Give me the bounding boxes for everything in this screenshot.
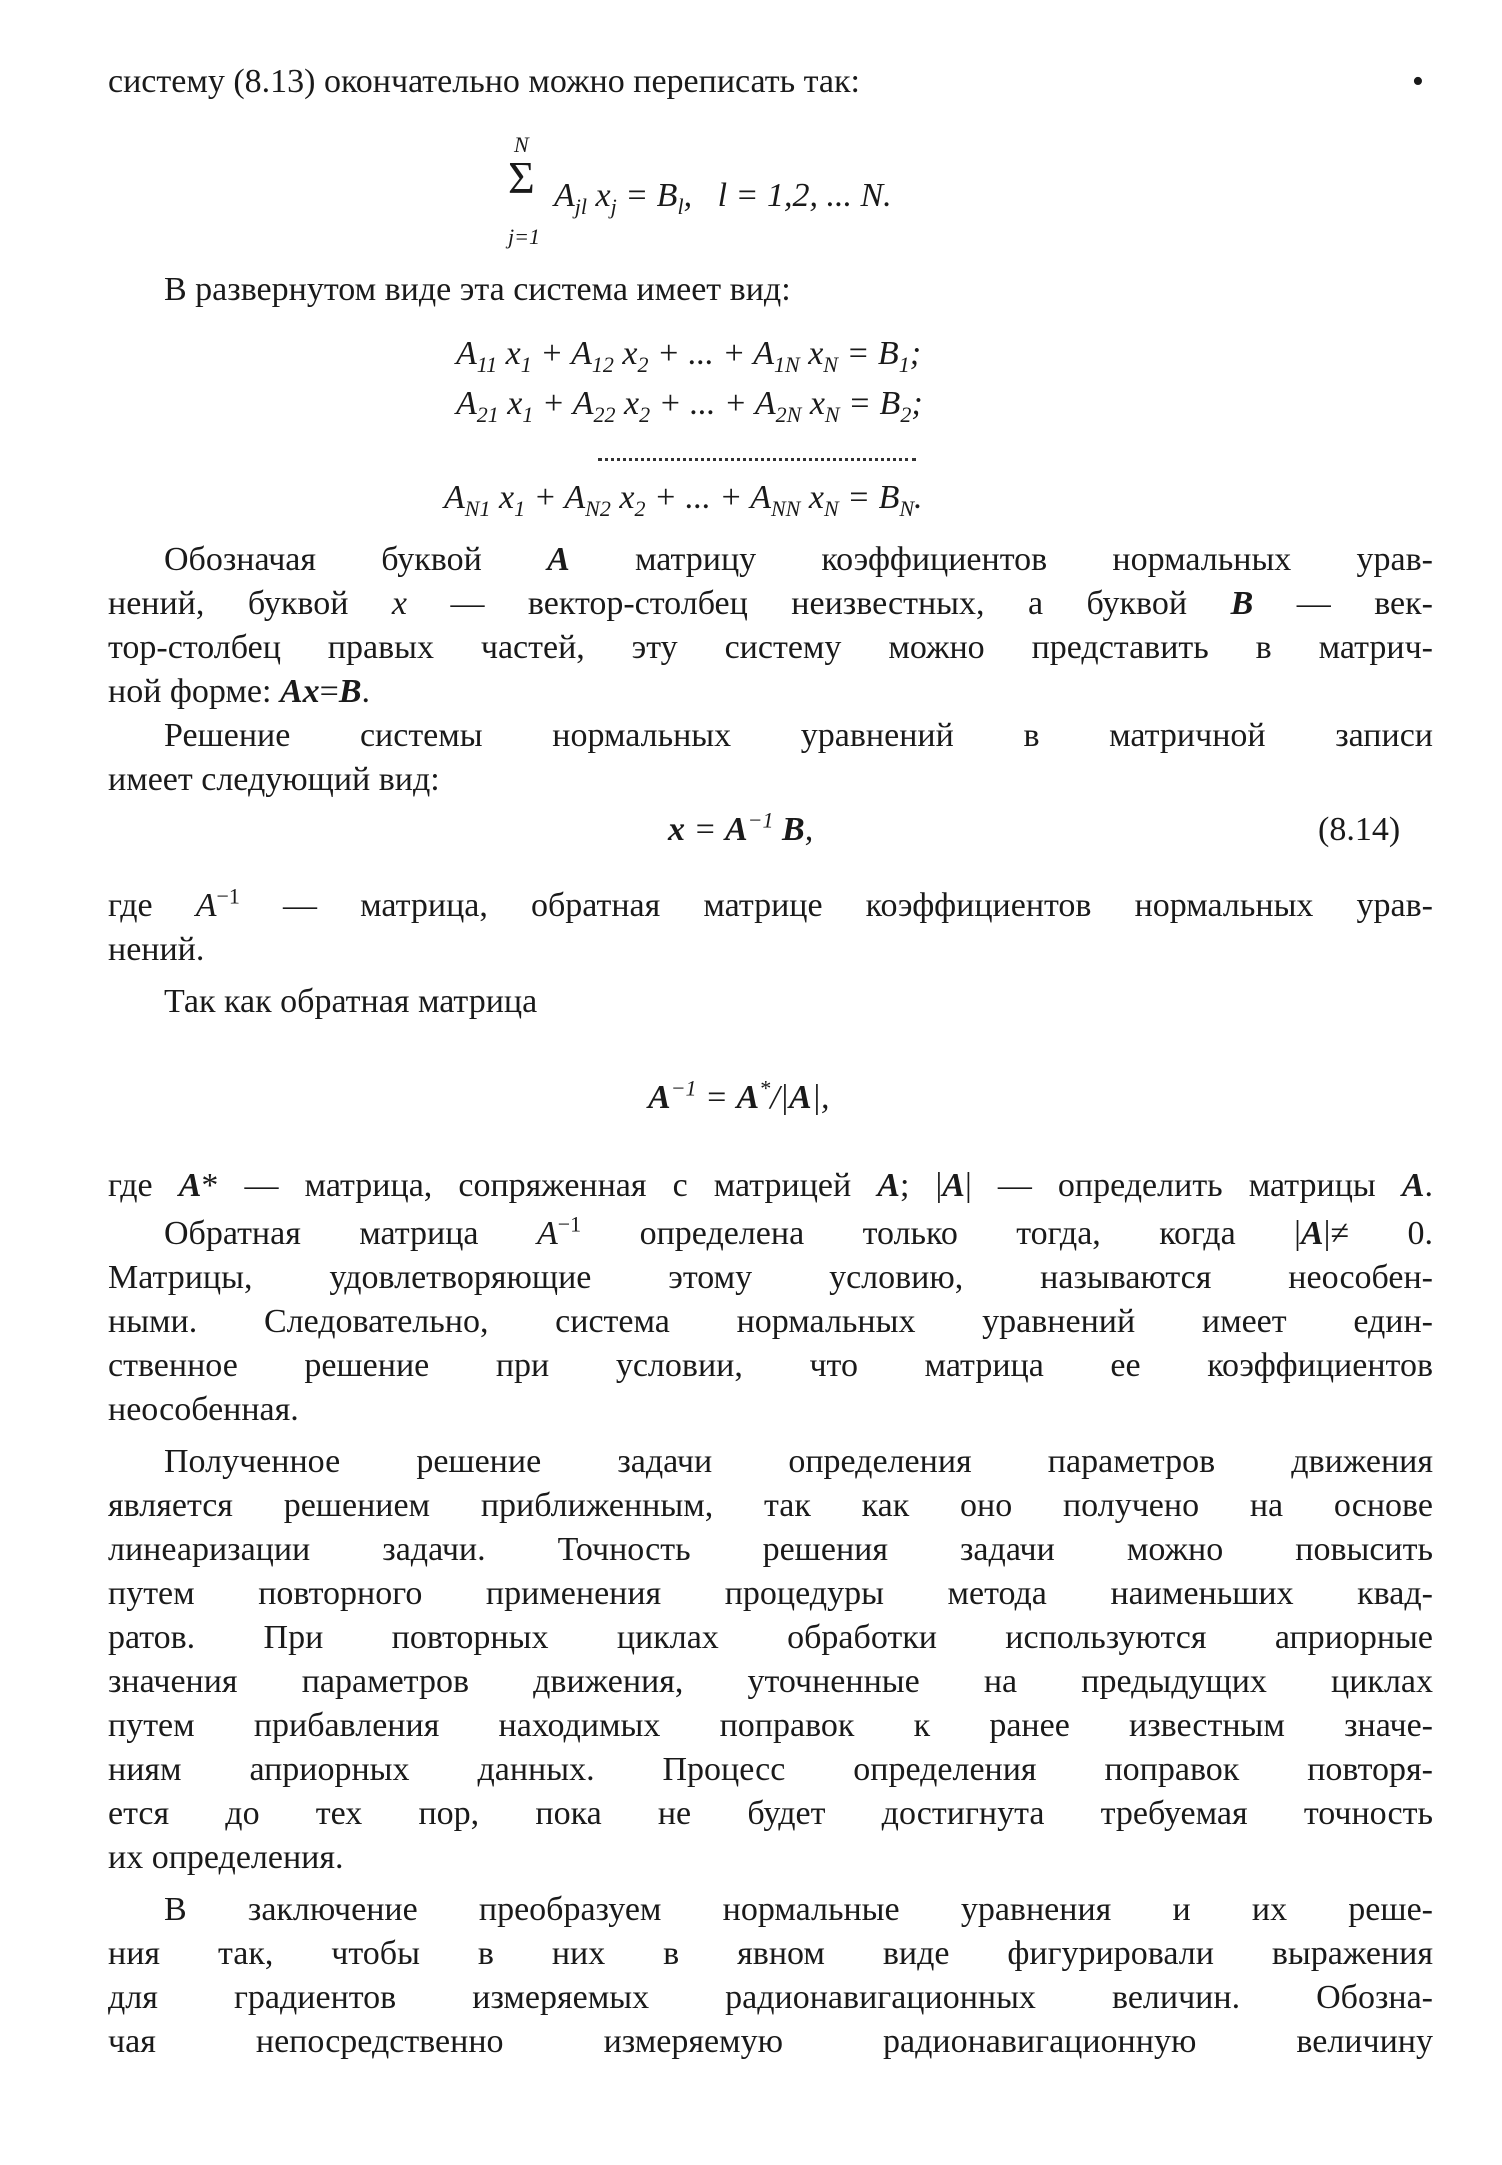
text-line: ратов. При повторных циклах обработки используются априорные: [108, 1619, 1433, 1656]
equation-row-1: $A_{11}$ $x_1 + A_{12}$ $x_2$ + ... + $A_{1N}$ $x_N = B_1$;: [456, 335, 922, 377]
sum-upper-limit: N: [514, 132, 529, 157]
text-line: где $A^{-1}$ — матрица, обратная матрице коэффициентов нормальных урав-: [108, 883, 1433, 924]
text-line: Решение системы нормальных уравнений в матричной записи: [164, 717, 1433, 754]
text-line: В развернутом виде эта система имеет вид:: [164, 271, 791, 308]
text-line: тор-столбец правых частей, эту систему можно представить в матрич-: [108, 629, 1433, 666]
text-line: путем прибавления находимых поправок к ранее известным значе-: [108, 1707, 1433, 1744]
margin-dot: •: [1412, 63, 1424, 100]
equation-row-n: $A_{N1}$ $x_1 + A_{N2}$ $x_2$ + ... + $A_{NN}$ $x_N = B_N$.: [444, 479, 923, 521]
text-line: ной форме: Ax=B.: [108, 673, 371, 710]
equation-row-2: $A_{21}$ $x_1 + A_{22}$ $x_2$ + ... + $A_{2N}$ $x_N = B_2$;: [456, 385, 923, 427]
text-line: путем повторного применения процедуры метода наименьших квад-: [108, 1575, 1433, 1612]
sum-lower-limit: j=1: [508, 224, 540, 249]
equation-number: (8.14): [1318, 811, 1401, 848]
text-line: где A* — матрица, сопряженная с матрицей A; |A| — определить матрицы A.: [108, 1167, 1433, 1204]
text-line: Матрицы, удовлетворяющие этому условию, называются неособен-: [108, 1259, 1433, 1296]
text-line: В заключение преобразуем нормальные уравнения и их реше-: [164, 1891, 1433, 1928]
text-line: Обозначая буквой A матрицу коэффициентов нормальных урав-: [164, 541, 1433, 578]
text-line: ется до тех пор, пока не будет достигнута требуемая точность: [108, 1795, 1433, 1832]
solution-equation: $x = A^{-1}$ B,: [668, 807, 814, 848]
text-line: Обратная матрица $A^{-1}$ определена только тогда, когда |A|≠ 0.: [164, 1211, 1434, 1252]
text-line: систему (8.13) окончательно можно переписать так:: [108, 63, 860, 100]
text-line: Так как обратная матрица: [164, 983, 538, 1020]
text-line: линеаризации задачи. Точность решения задачи можно повысить: [108, 1531, 1433, 1568]
text-line: ния так, чтобы в них в явном виде фигурировали выражения: [108, 1935, 1433, 1972]
text-line: нений.: [108, 931, 205, 968]
text-line: ственное решение при условии, что матрица ее коэффициентов: [108, 1347, 1433, 1384]
text-line: чая непосредственно измеряемую радионавигационную величину: [108, 2023, 1433, 2060]
text-line: значения параметров движения, уточненные на предыдущих циклах: [108, 1663, 1433, 1700]
sum-body: $A_{jl}$ $x_j = B_l$, l = 1,2, ... N.: [554, 177, 892, 219]
text-line: Полученное решение задачи определения параметров движения: [164, 1443, 1433, 1480]
sigma-symbol: Σ: [508, 152, 535, 203]
text-line: их определения.: [108, 1839, 344, 1876]
text-line: нений, буквой x — вектор-столбец неизвестных, а буквой B — век-: [108, 585, 1433, 622]
inverse-equation: $A^{-1} = A^*/|A|$,: [648, 1075, 830, 1116]
text-line: является решением приближенным, так как оно получено на основе: [108, 1487, 1433, 1524]
text-line: неособенная.: [108, 1391, 299, 1428]
text-line: имеет следующий вид:: [108, 761, 440, 798]
ellipsis-row: [598, 458, 916, 461]
text-line: для градиентов измеряемых радионавигационных величин. Обозна-: [108, 1979, 1433, 2016]
text-line: ными. Следовательно, система нормальных уравнений имеет един-: [108, 1303, 1433, 1340]
text-line: ниям априорных данных. Процесс определения поправок повторя-: [108, 1751, 1433, 1788]
